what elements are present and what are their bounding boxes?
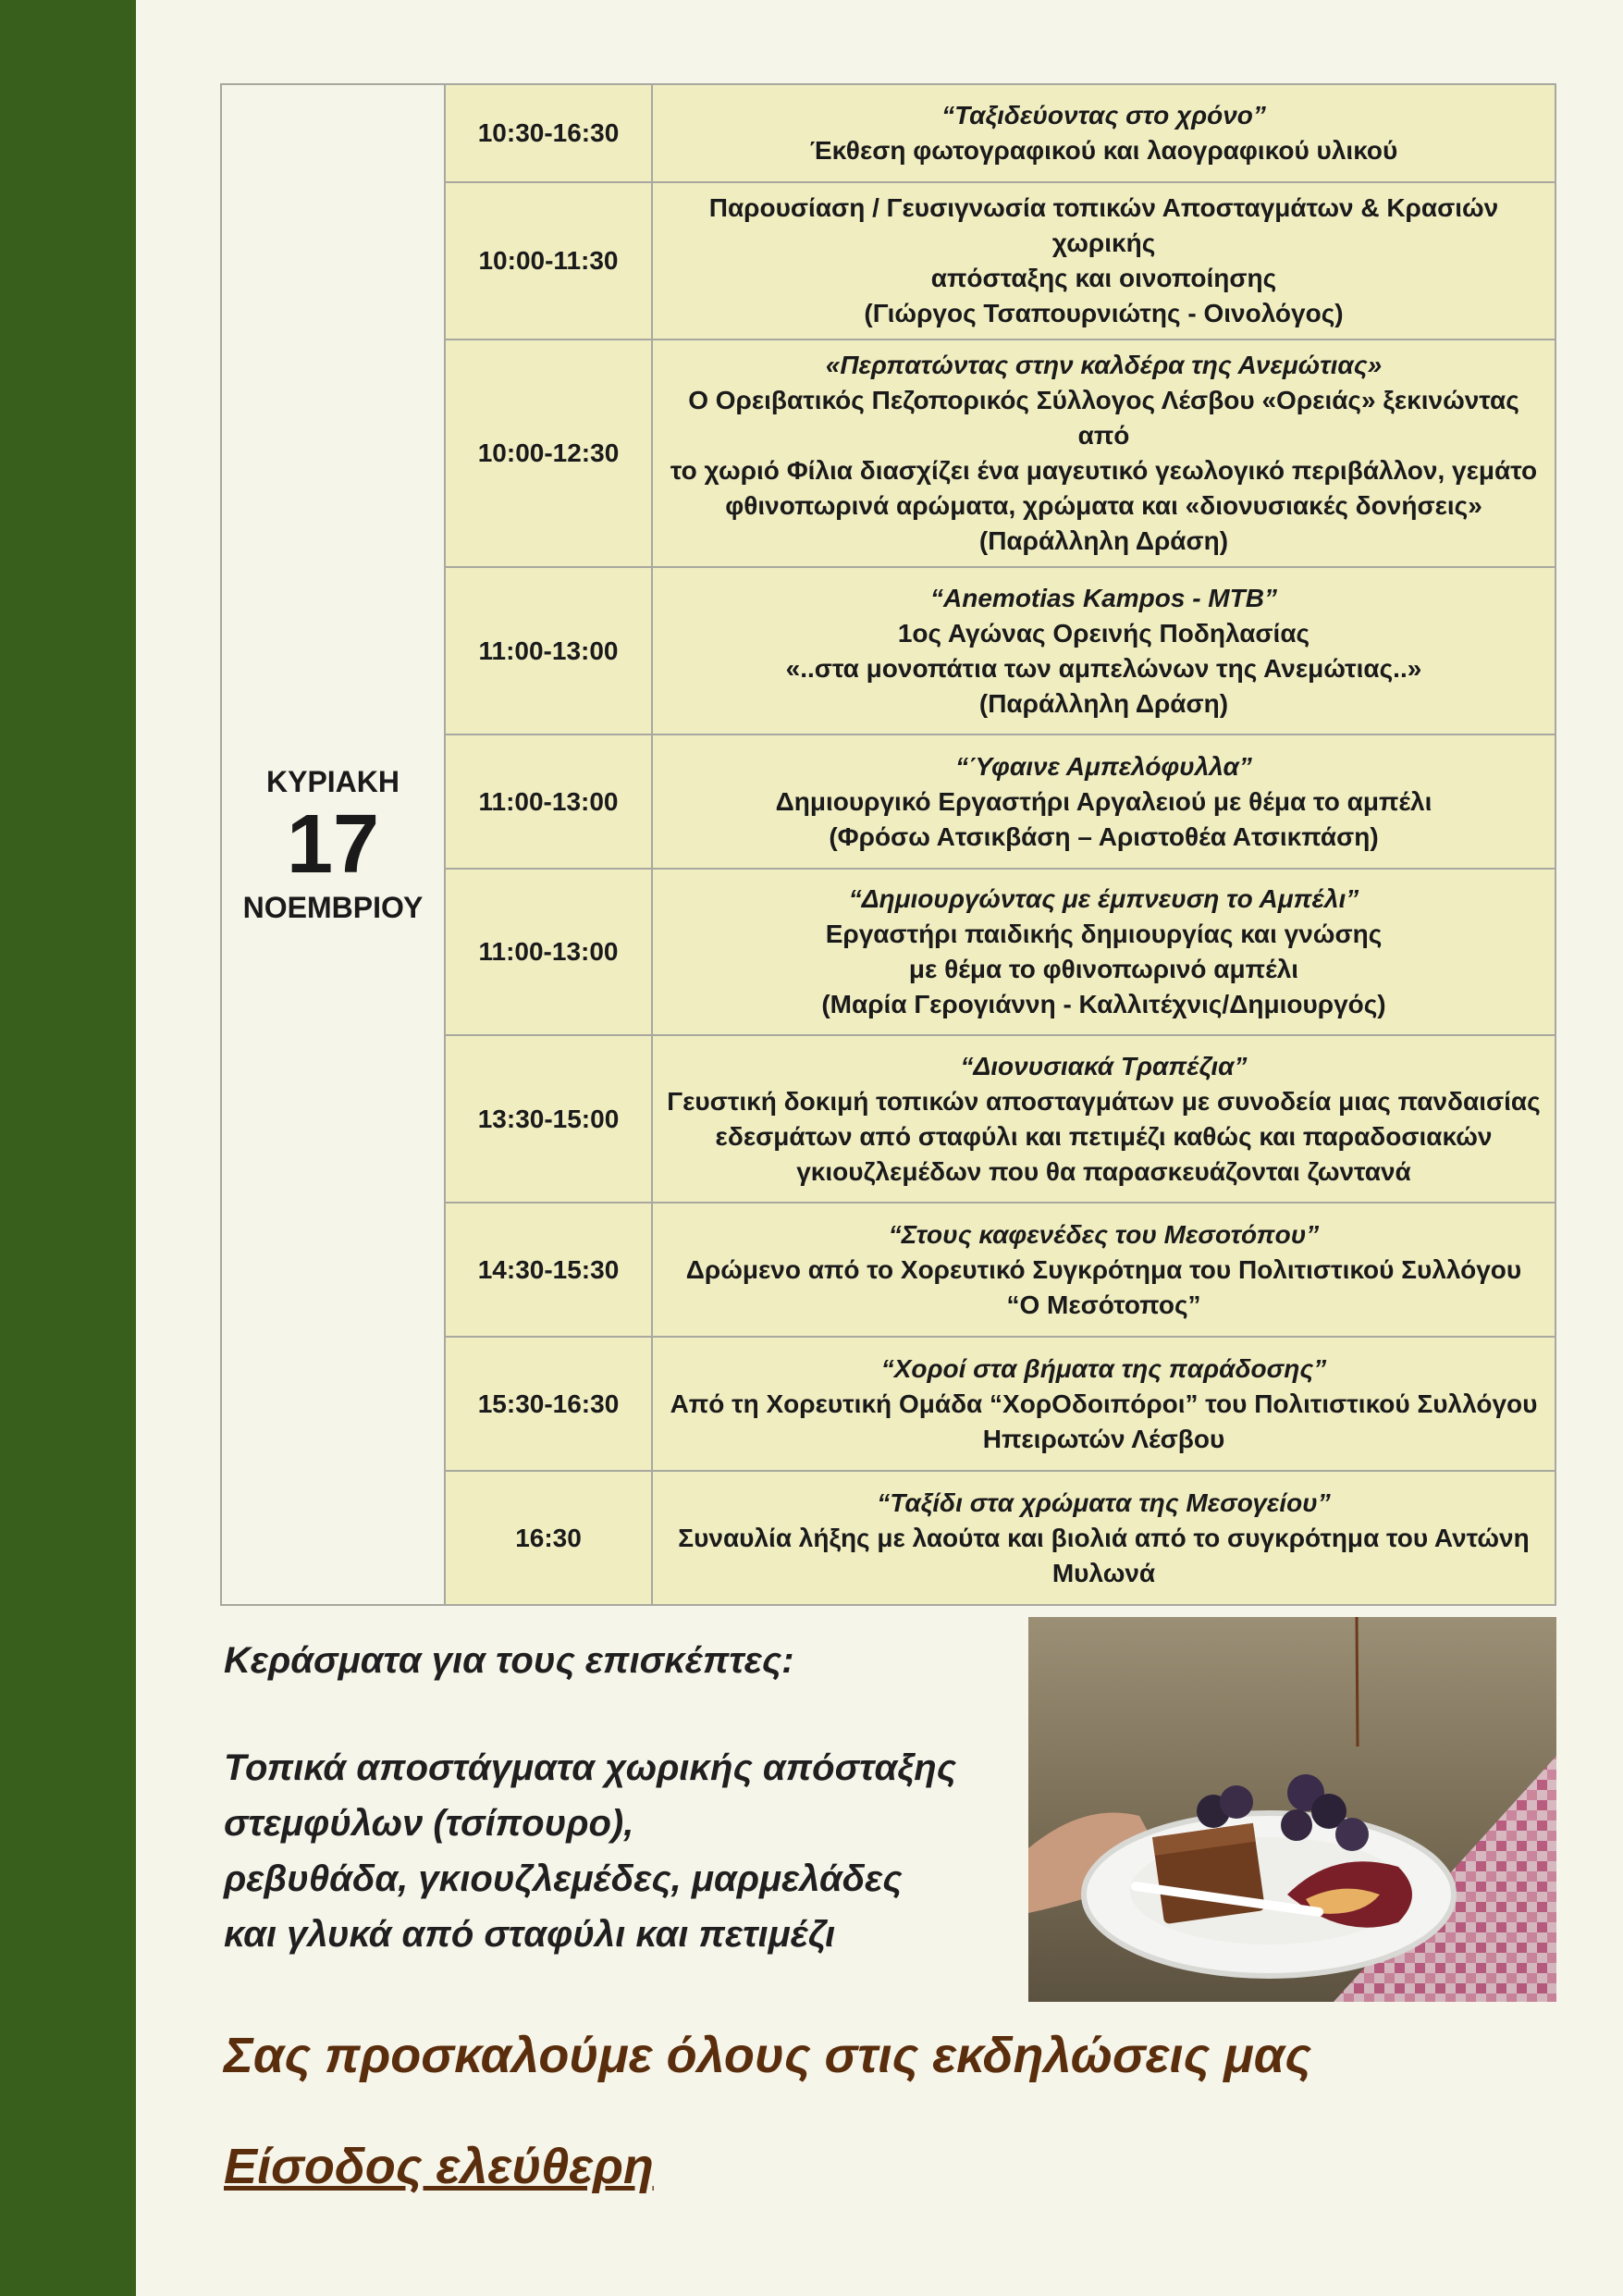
description-cell <box>652 1471 1555 1605</box>
event-title: “Στους καφενέδες του Μεσοτόπου” <box>888 1219 1320 1249</box>
event-title: «Περπατώντας στην καλδέρα της Ανεμώτιας» <box>825 351 1383 379</box>
table-row <box>221 84 1555 182</box>
free-entry-text: Είσοδος ελεύθερη <box>224 2139 654 2194</box>
event-detail-line: 1ος Αγώνας Ορεινής Ποδηλασίας <box>897 618 1310 648</box>
treats-line: ρεβυθάδα, γκιουζλεμέδες, μαρμελάδες <box>224 1858 903 1899</box>
event-detail-line: το χωριό Φίλια διασχίζει ένα μαγευτικό γεωλογικό περιβάλλον, γεμάτο <box>670 456 1538 485</box>
event-detail-line: γκιουζλεμέδων που θα παρασκευάζονται ζωντανά <box>796 1156 1411 1186</box>
description-cell <box>652 869 1555 1035</box>
day-number: 17 <box>286 798 380 891</box>
event-detail-line: Γευστική δοκιμή τοπικών αποσταγμάτων με συνοδεία μιας πανδαισίας <box>667 1086 1541 1116</box>
time-cell: 15:30-16:30 <box>445 1337 652 1471</box>
time-cell: 11:00-13:00 <box>445 869 652 1035</box>
event-detail-line: εδεσμάτων από σταφύλι και πετιμέζι καθώς και παραδοσιακών <box>715 1121 1493 1151</box>
event-detail-line: (Γιώργος Τσαπουρνιώτης - Οινολόγος) <box>864 299 1344 327</box>
description-cell <box>652 1203 1555 1337</box>
time-cell: 11:00-13:00 <box>445 734 652 869</box>
food-plate-photo <box>1028 1617 1556 2002</box>
time-cell: 13:30-15:00 <box>445 1035 652 1203</box>
event-title: “Ταξίδι στα χρώματα της Μεσογείου” <box>877 1487 1331 1517</box>
event-detail-line: Ηπειρωτών Λέσβου <box>982 1424 1225 1453</box>
schedule-table <box>220 83 1556 1606</box>
time-cell: 14:30-15:30 <box>445 1203 652 1337</box>
description-cell <box>652 734 1555 869</box>
time-cell: 10:00-11:30 <box>445 182 652 339</box>
treats-line: στεμφύλων (τσίπουρο), <box>224 1803 634 1844</box>
event-detail-line: απόσταξης και οινοποίησης <box>930 264 1277 292</box>
time-cell: 10:30-16:30 <box>445 84 652 182</box>
event-detail-line: Έκθεση φωτογραφικού και λαογραφικού υλικού <box>809 136 1398 165</box>
description-cell <box>652 339 1555 567</box>
event-title: “Δημιουργώντας με έμπνευση το Αμπέλι” <box>848 884 1359 913</box>
treats-block <box>224 1633 1001 1962</box>
event-title: “Anemotias Kampos - MTB” <box>930 583 1277 612</box>
event-detail-line: “Ο Μεσότοπος” <box>1006 1290 1201 1319</box>
description-cell <box>652 182 1555 339</box>
event-title: “Χοροί στα βήματα της παράδοσης” <box>880 1353 1327 1383</box>
time-cell: 16:30 <box>445 1471 652 1605</box>
event-detail-line: Εργαστήρι παιδικής δημιουργίας και γνώσης <box>825 920 1383 948</box>
description-cell <box>652 1035 1555 1203</box>
event-detail-line: Ο Ορειβατικός Πεζοπορικός Σύλλογος Λέσβου «Ορειάς» ξεκινώντας από <box>688 386 1519 450</box>
event-title: “Ταξιδεύοντας στο χρόνο” <box>941 101 1266 130</box>
event-detail-line: φθινοπωρινά αρώματα, χρώματα και «διονυσιακές δονήσεις» <box>725 491 1482 520</box>
event-detail-line: (Παράλληλη Δράση) <box>978 688 1229 718</box>
day-name: ΚΥΡΙΑΚΗ <box>265 765 400 798</box>
event-detail-line: «..στα μονοπάτια των αμπελώνων της Ανεμώτιας..» <box>785 653 1422 683</box>
event-detail-line: Δημιουργικό Εργαστήρι Αργαλειού με θέμα το αμπέλι <box>775 786 1432 816</box>
description-cell <box>652 567 1555 734</box>
food-plate-illustration <box>1028 1617 1556 2002</box>
description-cell <box>652 1337 1555 1471</box>
treats-line: και γλυκά από σταφύλι και πετιμέζι <box>224 1914 836 1955</box>
event-detail-line: Συναυλία λήξης με λαούτα και βιολιά από το συγκρότημα του Αντώνη <box>678 1523 1530 1552</box>
date-cell <box>221 84 445 1605</box>
treats-heading: Κεράσματα για τους επισκέπτες: <box>224 1640 794 1681</box>
green-sidebar-band <box>0 0 136 2296</box>
event-title: “Ύφαινε Αμπελόφυλλα” <box>955 751 1252 781</box>
event-title: Παρουσίαση / Γευσιγνωσία τοπικών Αποσταγμάτων & Κρασιών χωρικής <box>708 193 1499 257</box>
invitation-text: Σας προσκαλούμε όλους στις εκδηλώσεις μας <box>224 2028 1312 2083</box>
event-detail-line: (Φρόσω Ατσικβάση – Αριστοθέα Ατσικπάση) <box>829 821 1379 851</box>
event-detail-line: Μυλωνά <box>1051 1558 1156 1587</box>
treats-line: Τοπικά αποστάγματα χωρικής απόσταξης <box>224 1747 957 1788</box>
time-cell: 10:00-12:30 <box>445 339 652 567</box>
description-cell <box>652 84 1555 182</box>
event-detail-line: με θέμα το φθινοπωρινό αμπέλι <box>908 955 1299 983</box>
month-name: ΝΟΕΜΒΡΙΟΥ <box>242 891 424 924</box>
event-detail-line: (Μαρία Γερογιάννη - Καλλιτέχνις/Δημιουργός) <box>821 990 1386 1018</box>
event-detail-line: Δρώμενο από το Χορευτικό Συγκρότημα του Πολιτιστικού Συλλόγου <box>685 1254 1522 1284</box>
event-detail-line: Από τη Χορευτική Ομάδα “ΧορΟδοιπόροι” του Πολιτιστικού Συλλόγου <box>670 1389 1538 1418</box>
event-detail-line: (Παράλληλη Δράση) <box>978 526 1229 555</box>
event-title: “Διονυσιακά Τραπέζια” <box>960 1051 1248 1080</box>
time-cell: 11:00-13:00 <box>445 567 652 734</box>
